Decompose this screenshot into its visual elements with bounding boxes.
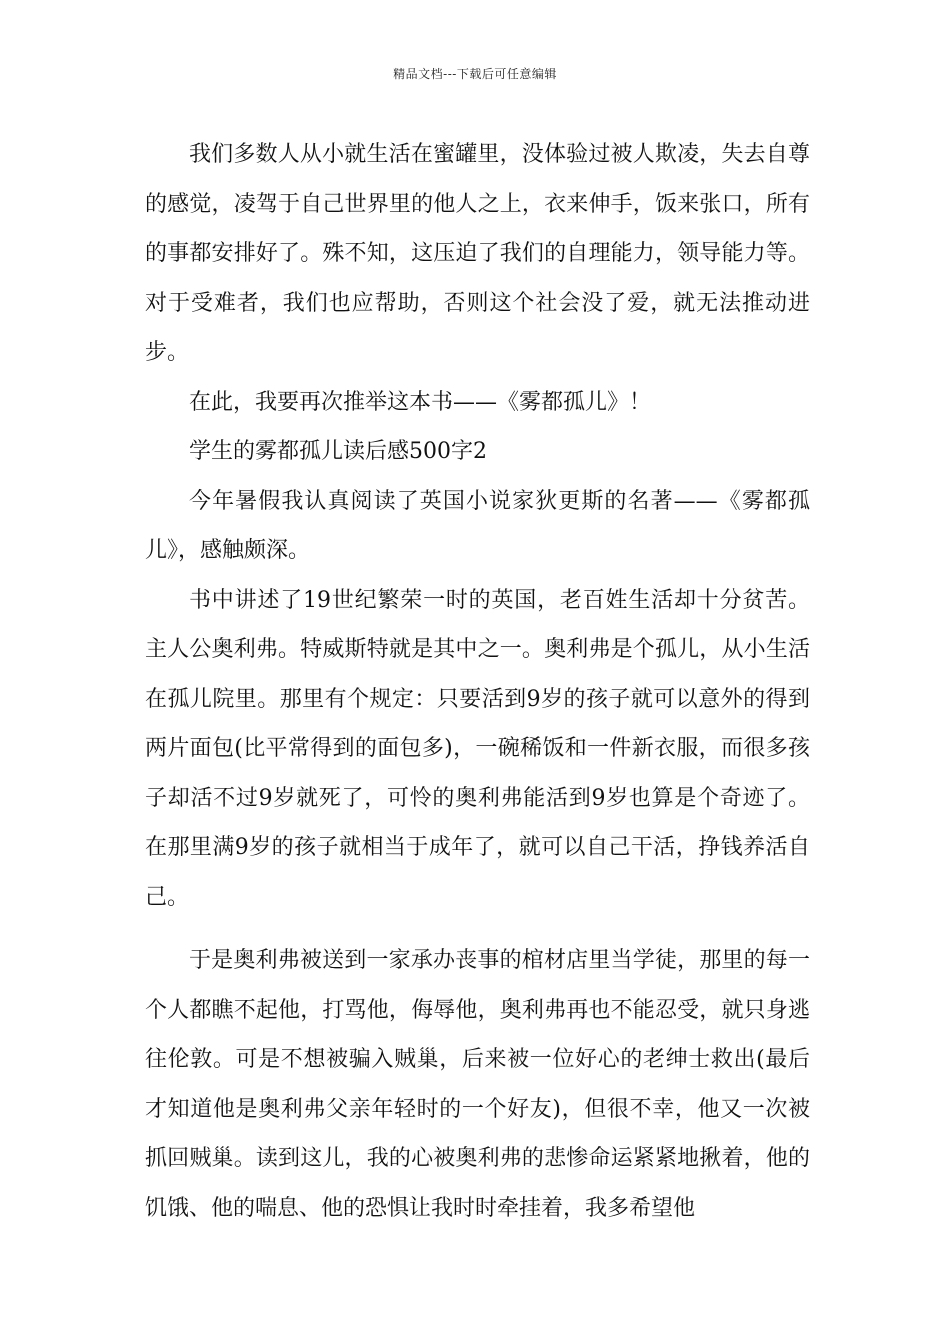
paragraph: 书中讲述了19世纪繁荣一时的英国，老百姓生活却十分贫苦。主人公奥利弗。特威斯特就是其中之一。奥利弗是个孤儿，从小生活在孤儿院里。那里有个规定：只要活到9岁的孩子就可以意外的得到两片面包(比平常得到的面包多)，一碗稀饭和一件新衣服，而很多孩子却活不过9岁就死了，可怜的奥利弗能活到9岁也算是个奇迹了。在那里满9岁的孩子就相当于成年了，就可以自己干活，挣钱养活自己。 (145, 587, 810, 910)
document-body (145, 130, 810, 1233)
paragraph: 于是奥利弗被送到一家承办丧事的棺材店里当学徒，那里的每一个人都瞧不起他，打骂他，侮辱他，奥利弗再也不能忍受，就只身逃往伦敦。可是不想被骗入贼巢，后来被一位好心的老绅士救出(最后才知道他是奥利弗父亲年轻时的一个好友)，但很不幸，他又一次被抓回贼巢。读到这儿，我的心被奥利弗的悲惨命运紧紧地揪着，他的饥饿、他的喘息、他的恐惧让我时时牵挂着，我多希望他 (145, 948, 810, 1221)
paragraph: 在此，我要再次推举这本书——《雾都孤儿》！ (189, 389, 652, 415)
paragraph: 今年暑假我认真阅读了英国小说家狄更斯的名著——《雾都孤儿》，感触颇深。 (145, 488, 810, 563)
section-heading: 学生的雾都孤儿读后感500字2 (189, 439, 487, 464)
page-header: 精品文档---下载后可任意编辑 (393, 67, 557, 81)
paragraph: 我们多数人从小就生活在蜜罐里，没体验过被人欺凌，失去自尊的感觉，凌驾于自己世界里的他人之上，衣来伸手，饭来张口，所有的事都安排好了。殊不知，这压迫了我们的自理能力，领导能力等。对于受难者，我们也应帮助，否则这个社会没了爱，就无法推动进步。 (145, 142, 810, 365)
